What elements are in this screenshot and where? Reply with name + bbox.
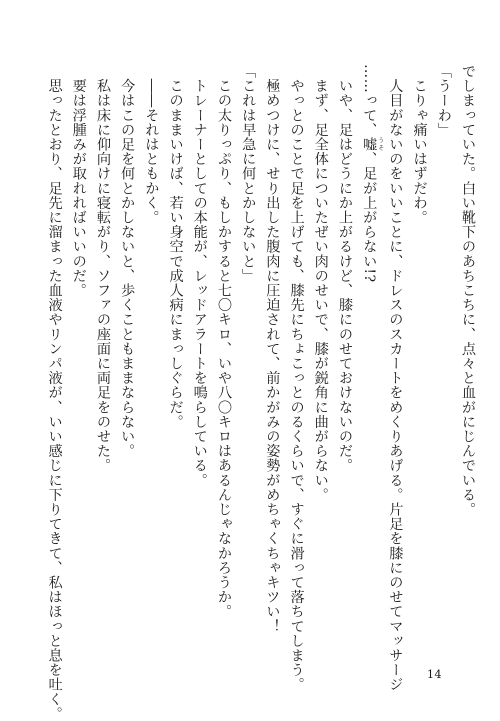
text-segment: 思ったとおり、足先に溜まった血液やリンパ液が、いい感じに下りてきて、私はほっと息を吐く。 <box>46 64 63 721</box>
text-segment: 極めつけに、せり出した腹肉に圧迫されて、前かがみの姿勢がめちゃくちゃキツい！ <box>264 64 281 634</box>
text-segment: やっとのことで足を上げても、膝先にちょこっとのるくらいで、すぐに滑って落ちてしまう。 <box>288 64 305 692</box>
text-line <box>163 64 187 664</box>
text-segment: いや、足はどうにか上がるけど、膝にのせておけないのだ。 <box>336 64 353 473</box>
text-segment: まず、足全体についたぜい肉のせいで、膝が鋭角に曲がらない。 <box>312 64 329 502</box>
text-line <box>91 64 115 664</box>
ruby-reading: うそ <box>376 136 384 152</box>
text-line <box>115 64 139 664</box>
text-segment: こりゃ痛いはずだわ。 <box>411 64 428 225</box>
text-segment: この太りっぷり、もしかすると七〇キロ、いや八〇キロはあるんじゃなかろうか。 <box>215 64 232 619</box>
text-line <box>333 64 357 664</box>
text-segment: 「これは早急に何とかしないと」 <box>240 64 257 283</box>
text-segment: ――それはともかく。 <box>143 64 160 225</box>
text-line <box>42 64 66 721</box>
text-line <box>260 64 284 664</box>
text-segment: このままいけば、若い身空で成人病にまっしぐらだ。 <box>167 64 184 429</box>
text-segment: ……って、 <box>361 64 378 137</box>
text-segment: でしまっていた。白い靴下のあちこちに、点々と血がにじんでいる。 <box>460 64 476 517</box>
page-number: 14 <box>427 668 442 681</box>
text-line <box>139 64 163 664</box>
text-line <box>236 64 260 664</box>
text-segment: 「うーわ」 <box>435 64 452 137</box>
text-line <box>188 64 212 664</box>
text-line <box>67 64 91 664</box>
text-line <box>284 64 308 692</box>
text-line <box>357 64 383 664</box>
ruby-base: 嘘 <box>361 136 378 152</box>
text-line <box>456 64 480 664</box>
text-line <box>407 64 431 664</box>
text-segment: 今はこの足を何とかしないと、歩くこともままならない。 <box>119 64 136 459</box>
text-line <box>432 64 456 664</box>
text-segment: 、足が上がらない!? <box>361 151 378 283</box>
ruby-annotation <box>361 136 384 152</box>
text-segment: 人目がないのをいいことに、ドレスのスカートをめくりあげる。片足を膝にのせてマッサージ <box>387 64 404 692</box>
text-segment: トレーナーとしての本能が、レッドアラートを鳴らしている。 <box>191 64 208 488</box>
text-line <box>383 64 407 692</box>
text-segment: 要は浮腫みが取れればいいのだ。 <box>70 64 87 298</box>
text-line <box>309 64 333 664</box>
text-line <box>212 64 236 664</box>
text-segment: 私は床に仰向けに寝転がり、ソファの座面に両足をのせた。 <box>94 64 111 473</box>
